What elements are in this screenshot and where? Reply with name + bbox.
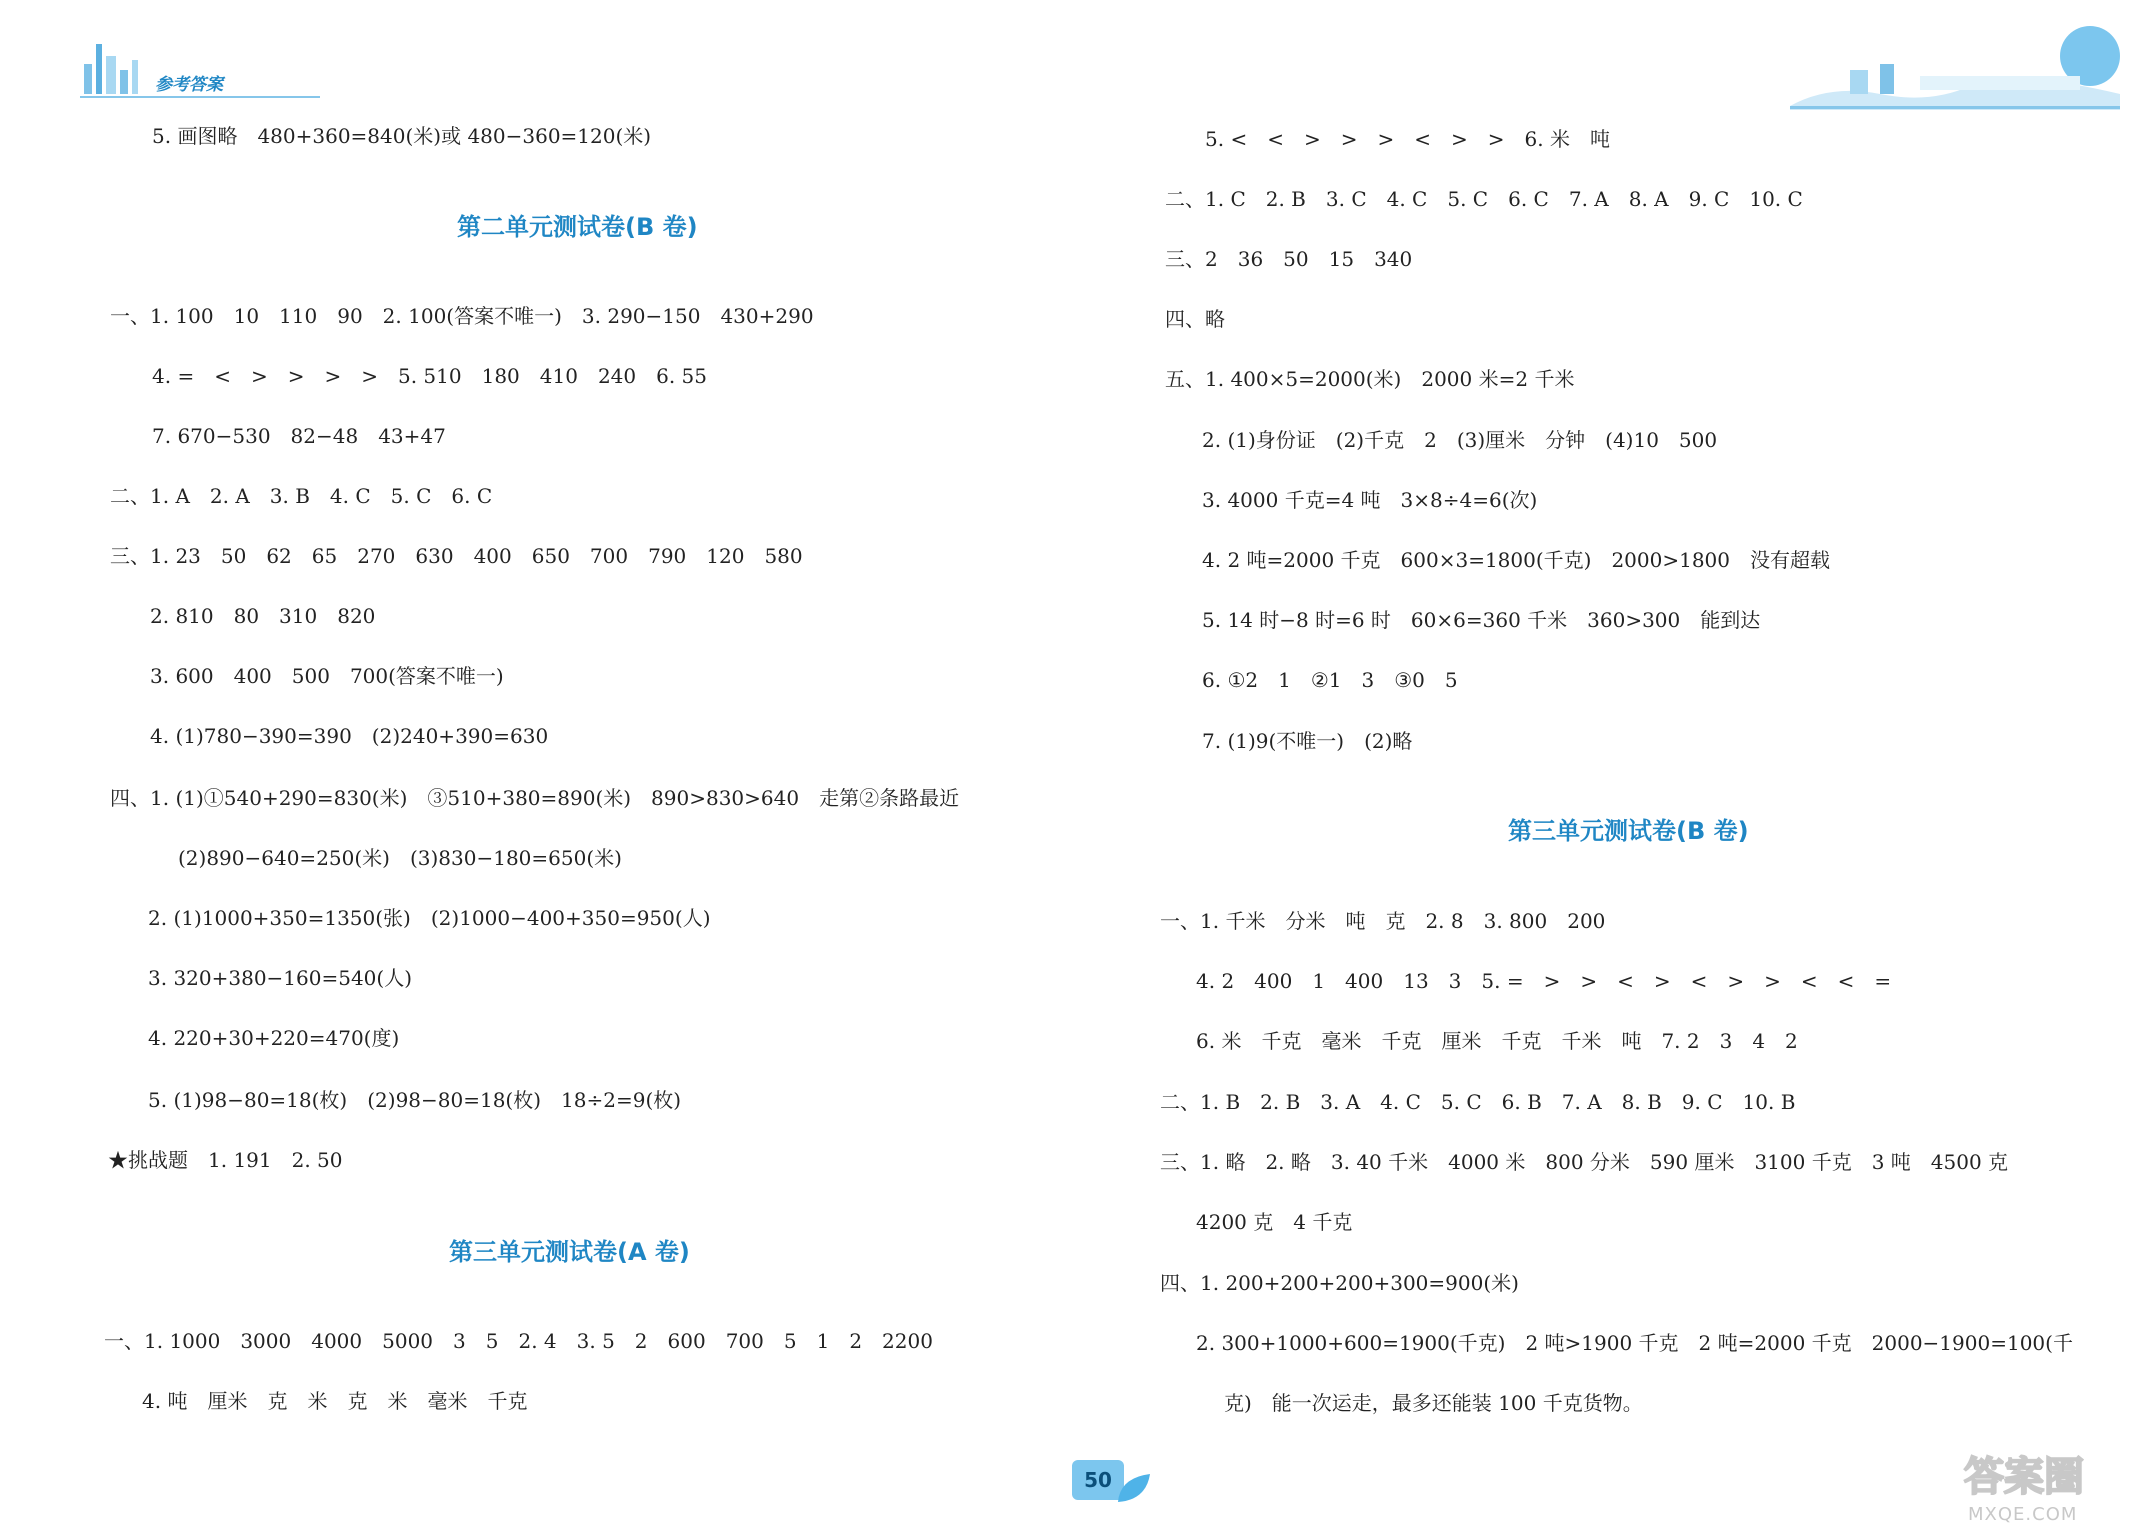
answer-line: 三、1. 略 2. 略 3. 40 千米 4000 米 800 分米 590 厘米 3100 千克 3 吨 4500 克 bbox=[1160, 1150, 2009, 1174]
section-title: 第三单元测试卷(B 卷) bbox=[1508, 817, 1749, 845]
answer-line: 一、1. 千米 分米 吨 克 2. 8 3. 800 200 bbox=[1160, 909, 1606, 933]
answer-line: 4. (1)780−390=390 (2)240+390=630 bbox=[150, 724, 549, 748]
answer-line: 一、1. 100 10 110 90 2. 100(答案不唯一) 3. 290−150 430+290 bbox=[110, 304, 814, 328]
answer-line: 6. 米 千克 毫米 千克 厘米 千克 千米 吨 7. 2 3 4 2 bbox=[1196, 1029, 1798, 1053]
answer-line: 3. 4000 千克=4 吨 3×8÷4=6(次) bbox=[1202, 488, 1538, 512]
answer-line: 一、1. 1000 3000 4000 5000 3 5 2. 4 3. 5 2 600 700 5 1 2 2200 bbox=[104, 1329, 933, 1353]
answer-line: 7. (1)9(不唯一) (2)略 bbox=[1202, 729, 1413, 753]
answer-line: 二、1. B 2. B 3. A 4. C 5. C 6. B 7. A 8. B 9. C 10. B bbox=[1160, 1090, 1796, 1114]
answer-line: 4. = < > > > > 5. 510 180 410 240 6. 55 bbox=[152, 364, 708, 388]
answer-line: 5. 14 时−8 时=6 时 60×6=360 千米 360>300 能到达 bbox=[1202, 608, 1761, 632]
answer-line: (2)890−640=250(米) (3)830−180=650(米) bbox=[178, 846, 622, 870]
answer-line: 四、1. (1)①540+290=830(米) ③510+380=890(米) 890>830>640 走第②条路最近 bbox=[110, 786, 960, 810]
answer-line: 4. 220+30+220=470(度) bbox=[148, 1026, 400, 1050]
answer-line: 4. 吨 厘米 克 米 克 米 毫米 千克 bbox=[142, 1389, 528, 1413]
answer-line: 5. (1)98−80=18(枚) (2)98−80=18(枚) 18÷2=9(枚) bbox=[148, 1088, 682, 1112]
watermark bbox=[1960, 1450, 2140, 1530]
left-page bbox=[0, 0, 1072, 1536]
answer-line: 三、2 36 50 15 340 bbox=[1165, 247, 1413, 271]
answer-line: 5. < < > > > < > > 6. 米 吨 bbox=[1205, 127, 1610, 151]
answer-line: 4. 2 吨=2000 千克 600×3=1800(千克) 2000>1800 没有超载 bbox=[1202, 548, 1831, 572]
answer-line: 四、略 bbox=[1165, 307, 1225, 331]
answer-line: 二、1. C 2. B 3. C 4. C 5. C 6. C 7. A 8. A 9. C 10. C bbox=[1165, 187, 1803, 211]
answer-line: 2. (1)1000+350=1350(张) (2)1000−400+350=950(人) bbox=[148, 906, 711, 930]
answer-line: 5. 画图略 480+360=840(米)或 480−360=120(米) bbox=[152, 124, 652, 148]
watermark-url: MXQE.COM bbox=[1968, 1504, 2078, 1525]
watermark-logo-text: 答案圈 bbox=[1964, 1454, 2084, 1498]
answer-line: 4. 2 400 1 400 13 3 5. = > > < > < > > < < = bbox=[1196, 969, 1892, 993]
answer-line: 二、1. A 2. A 3. B 4. C 5. C 6. C bbox=[110, 484, 493, 508]
answer-line: 7. 670−530 82−48 43+47 bbox=[152, 424, 446, 448]
answer-key-label: 参考答案 bbox=[155, 75, 223, 95]
section-title: 第二单元测试卷(B 卷) bbox=[457, 213, 698, 241]
answer-line: 四、1. 200+200+200+300=900(米) bbox=[1160, 1271, 1519, 1295]
answer-line: 三、1. 23 50 62 65 270 630 400 650 700 790 120 580 bbox=[110, 544, 803, 568]
answer-line: 4200 克 4 千克 bbox=[1196, 1210, 1353, 1234]
answer-line: 6. ①2 1 ②1 3 ③0 5 bbox=[1202, 668, 1458, 692]
leaf-icon bbox=[1116, 1472, 1152, 1504]
right-page bbox=[1072, 0, 2145, 1536]
watermark-logo-icon bbox=[1960, 1450, 2140, 1498]
answer-line: 克) 能一次运走，最多还能装 100 千克货物。 bbox=[1224, 1391, 1643, 1415]
answer-line: 3. 600 400 500 700(答案不唯一) bbox=[150, 664, 504, 688]
section-title: 第三单元测试卷(A 卷) bbox=[449, 1238, 690, 1266]
answer-line: 五、1. 400×5=2000(米) 2000 米=2 千米 bbox=[1165, 367, 1575, 391]
answer-line: 2. 300+1000+600=1900(千克) 2 吨>1900 千克 2 吨=2000 千克 2000−1900=100(千 bbox=[1196, 1331, 2073, 1355]
page-number-text: 50 bbox=[1084, 1468, 1112, 1492]
page-number bbox=[1072, 1460, 1152, 1504]
answer-line: 2. (1)身份证 (2)千克 2 (3)厘米 分钟 (4)10 500 bbox=[1202, 428, 1718, 452]
challenge-line: ★挑战题 1. 191 2. 50 bbox=[108, 1148, 343, 1172]
answer-line: 3. 320+380−160=540(人) bbox=[148, 966, 413, 990]
answer-line: 2. 810 80 310 820 bbox=[150, 604, 376, 628]
